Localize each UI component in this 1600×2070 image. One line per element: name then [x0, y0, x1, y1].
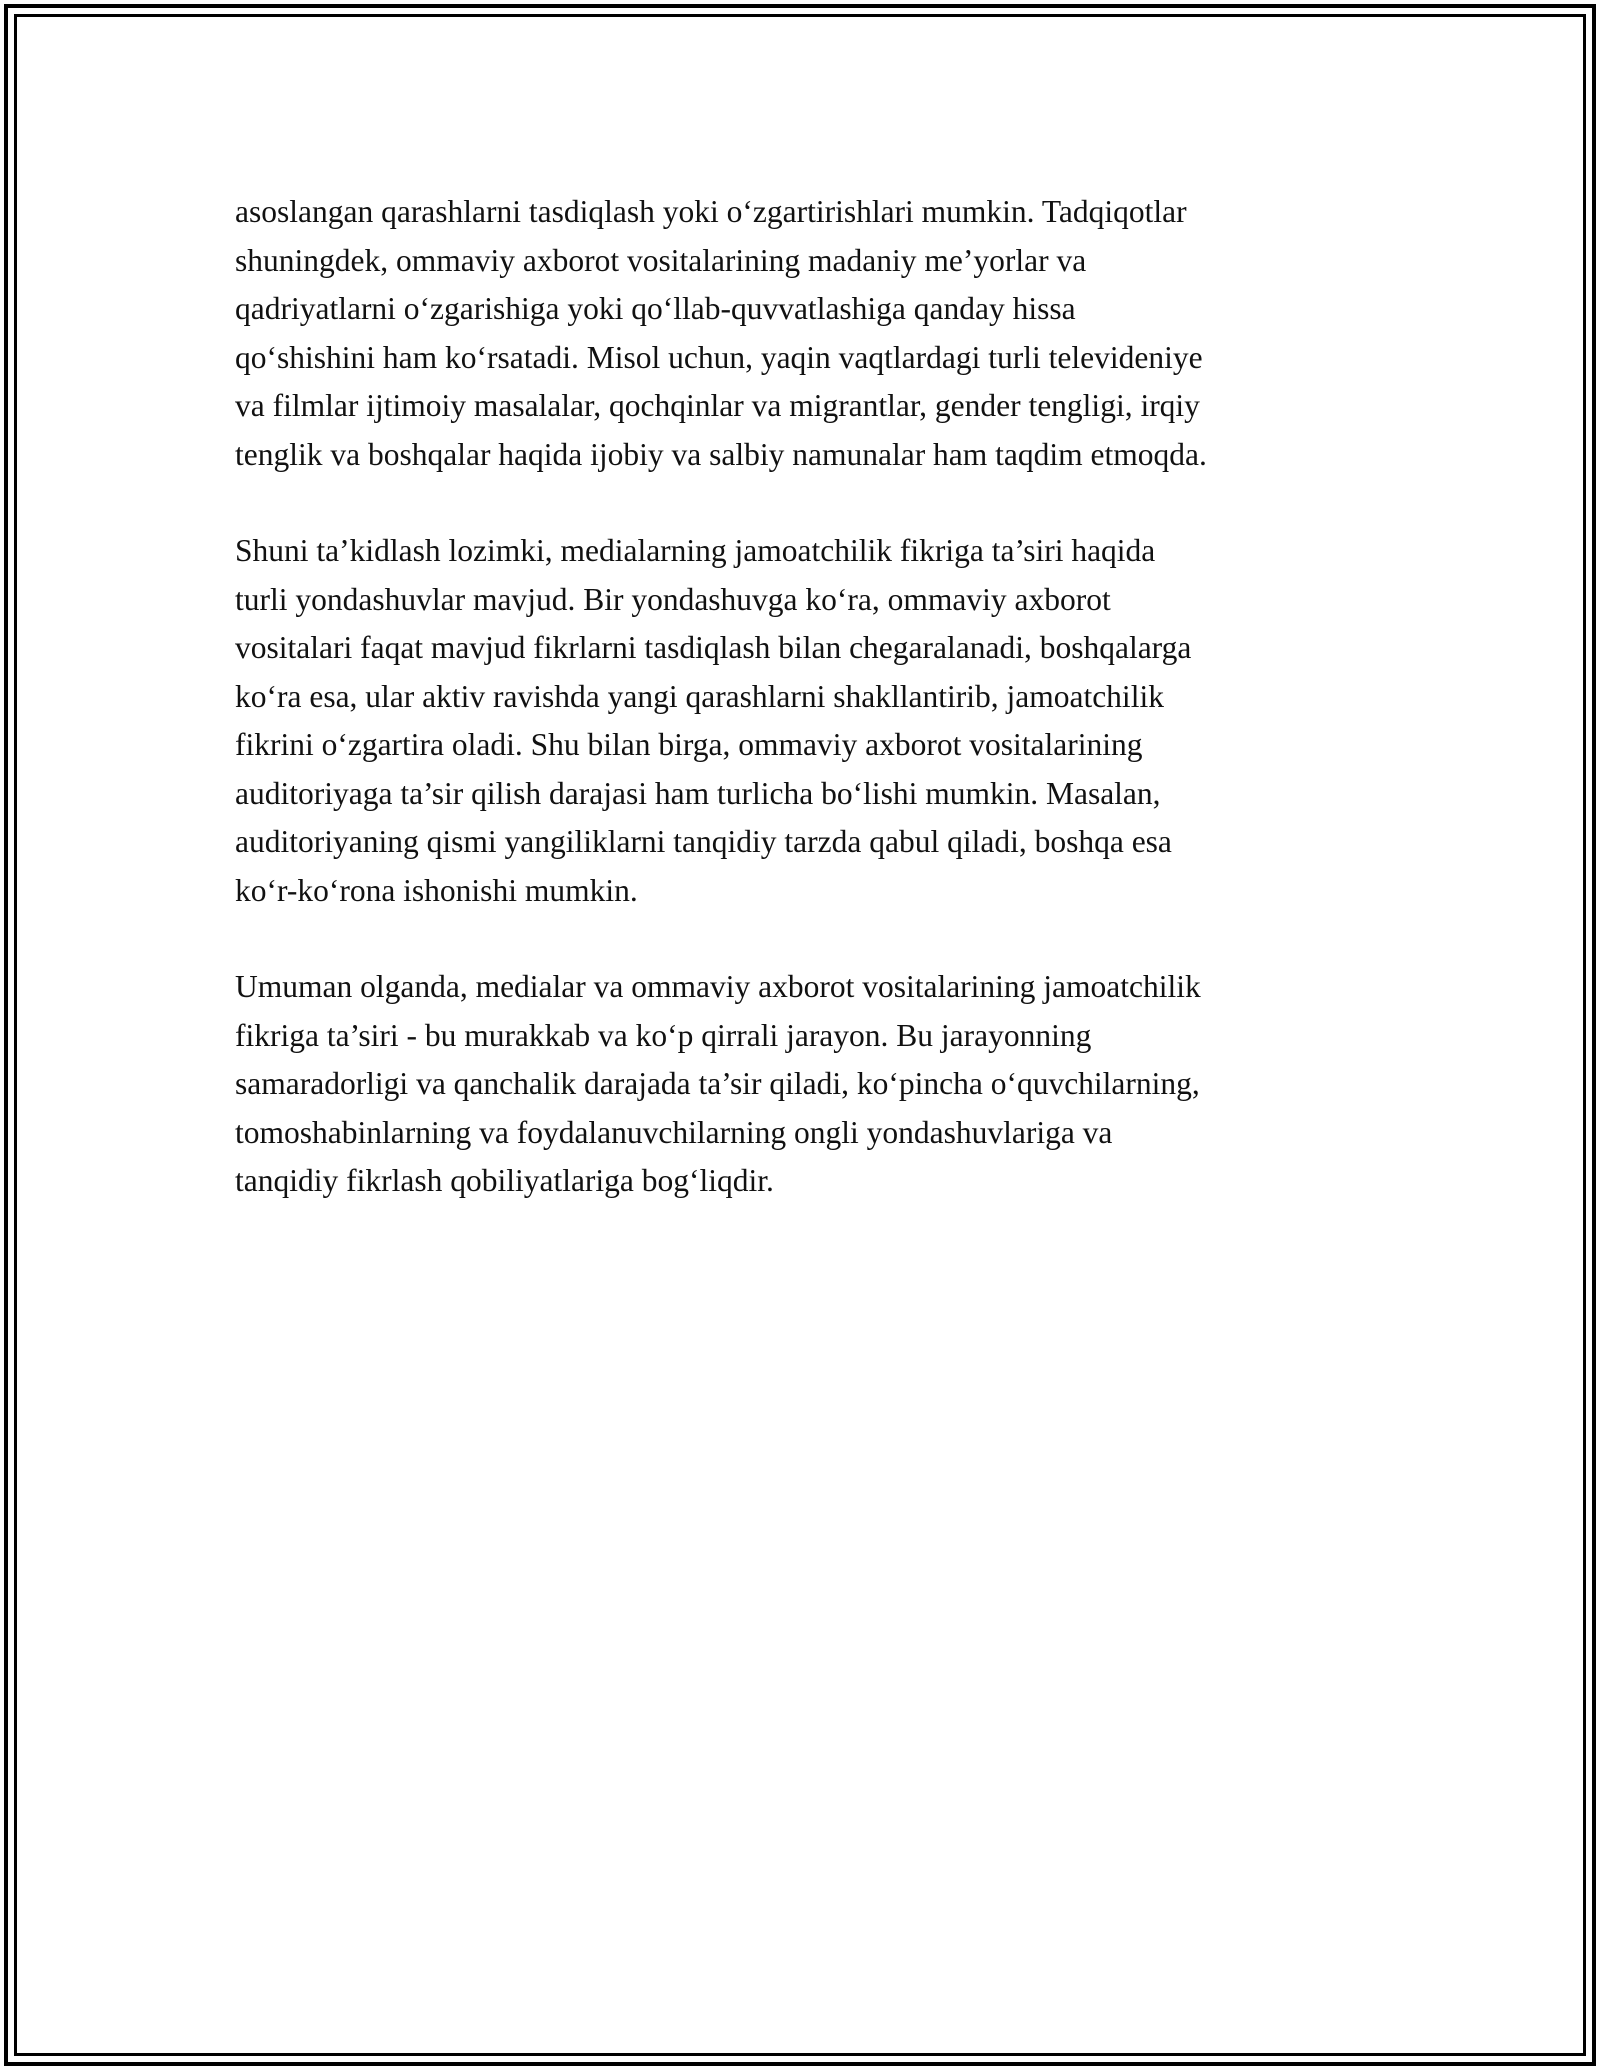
- paragraph-approaches: Shuni ta’kidlash lozimki, medialarning jamoatchilik fikriga ta’siri haqida turli yondashuvlar mavjud. Bir yondashuvga ko‘ra, ommaviy axborot vositalari faqat mavjud fikrlarni tasdiqlash bilan chegaralanadi, boshqalarga ko‘ra esa, ular aktiv ravishda yangi qarashlarni shakllantirib, jamoatchilik fikrini o‘zgartira oladi. Shu bilan birga, ommaviy axborot vositalarining auditoriyaga ta’sir qilish darajasi ham turlicha bo‘lishi mumkin. Masalan, auditoriyaning qismi yangiliklarni tanqidiy tarzda qabul qiladi, boshqa esa ko‘r-ko‘rona ishonishi mumkin.: [235, 533, 1192, 908]
- paragraph-conclusion: Umuman olganda, medialar va ommaviy axborot vositalarining jamoatchilik fikriga ta’siri - bu murakkab va ko‘p qirrali jarayon. Bu jarayonning samaradorligi va qanchalik darajada ta’sir qiladi, ko‘pincha o‘quvchilarning, tomoshabinlarning va foydalanuvchilarning ongli yondashuvlariga va tanqidiy fikrlash qobiliyatlariga bog‘liqdir.: [235, 969, 1201, 1198]
- paragraph-media-norms: asoslangan qarashlarni tasdiqlash yoki o‘zgartirishlari mumkin. Tadqiqotlar shuningdek, ommaviy axborot vositalarining madaniy me’yorlar va qadriyatlarni o‘zgarishiga yoki qo‘llab-quvvatlashiga qanday hissa qo‘shishini ham ko‘rsatadi. Misol uchun, yaqin vaqtlardagi turli televideniye va filmlar ijtimoiy masalalar, qochqinlar va migrantlar, gender tengligi, irqiy tenglik va boshqalar haqida ijobiy va salbiy namunalar ham taqdim etmoqda.: [235, 194, 1207, 472]
- document-body: [235, 188, 1375, 1254]
